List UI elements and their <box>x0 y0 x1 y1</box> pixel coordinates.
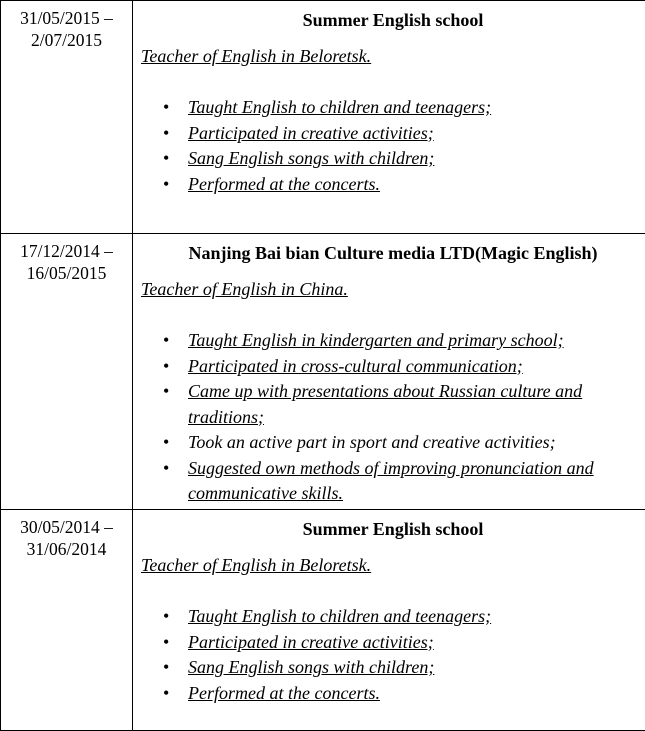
duties-list <box>141 604 645 706</box>
date-cell <box>0 234 133 509</box>
list-item: • Taught English in kindergarten and primary school; <box>141 328 645 354</box>
experience-row <box>0 510 645 731</box>
date-start: 17/12/2014 – <box>20 241 113 261</box>
list-item: • Performed at the concerts. <box>141 681 645 707</box>
company-name: Summer English school <box>302 10 484 30</box>
bullet-icon: • <box>163 381 170 401</box>
list-item: • Taught English to children and teenagers; <box>141 95 645 121</box>
date-end: 16/05/2015 <box>26 263 107 283</box>
bullet-icon: • <box>163 173 170 194</box>
list-item: • Took an active part in sport and creative activities; <box>141 430 645 456</box>
list-item: • Suggested own methods of improving pronunciation and communicative skills. <box>163 457 594 503</box>
job-role: Teacher of English in Beloretsk. <box>141 555 372 575</box>
date-start: 31/05/2015 – <box>20 8 113 28</box>
job-role: Teacher of English in Beloretsk. <box>141 46 372 66</box>
list-item: • Performed at the concerts. <box>141 172 645 198</box>
list-item: • Participated in cross-cultural communication; <box>141 354 645 380</box>
list-item: • Sang English songs with children; <box>141 655 645 681</box>
content-cell <box>133 1 645 233</box>
bullet-icon: • <box>163 457 170 478</box>
date-end: 2/07/2015 <box>31 30 102 50</box>
bullet-icon: • <box>163 330 170 350</box>
bullet-icon: • <box>163 631 170 652</box>
company-name: Nanjing Bai bian Culture media LTD(Magic English) <box>188 243 598 263</box>
bullet-icon: • <box>163 682 170 703</box>
duties-list <box>141 328 645 507</box>
bullet-icon: • <box>163 97 170 117</box>
company-name: Summer English school <box>302 519 484 539</box>
experience-row <box>0 0 645 234</box>
job-role: Teacher of English in China. <box>141 279 348 299</box>
bullet-icon: • <box>163 122 170 143</box>
bullet-icon: • <box>163 355 170 376</box>
list-item: • Participated in creative activities; <box>141 121 645 147</box>
date-end: 31/06/2014 <box>26 539 107 559</box>
content-cell <box>133 510 645 730</box>
date-cell <box>0 1 133 233</box>
duties-list <box>141 95 645 197</box>
content-cell <box>133 234 645 509</box>
bullet-icon: • <box>163 657 170 677</box>
list-item: • Came up with presentations about Russian culture and traditions; <box>163 381 583 427</box>
date-cell <box>0 510 133 730</box>
list-item: • Taught English to children and teenagers; <box>141 604 645 630</box>
experience-row <box>0 234 645 510</box>
date-start: 30/05/2014 – <box>20 517 113 537</box>
bullet-icon: • <box>163 148 170 168</box>
bullet-icon: • <box>163 606 170 626</box>
list-item: • Sang English songs with children; <box>141 146 645 172</box>
bullet-icon: • <box>163 432 170 452</box>
list-item: • Participated in creative activities; <box>141 630 645 656</box>
